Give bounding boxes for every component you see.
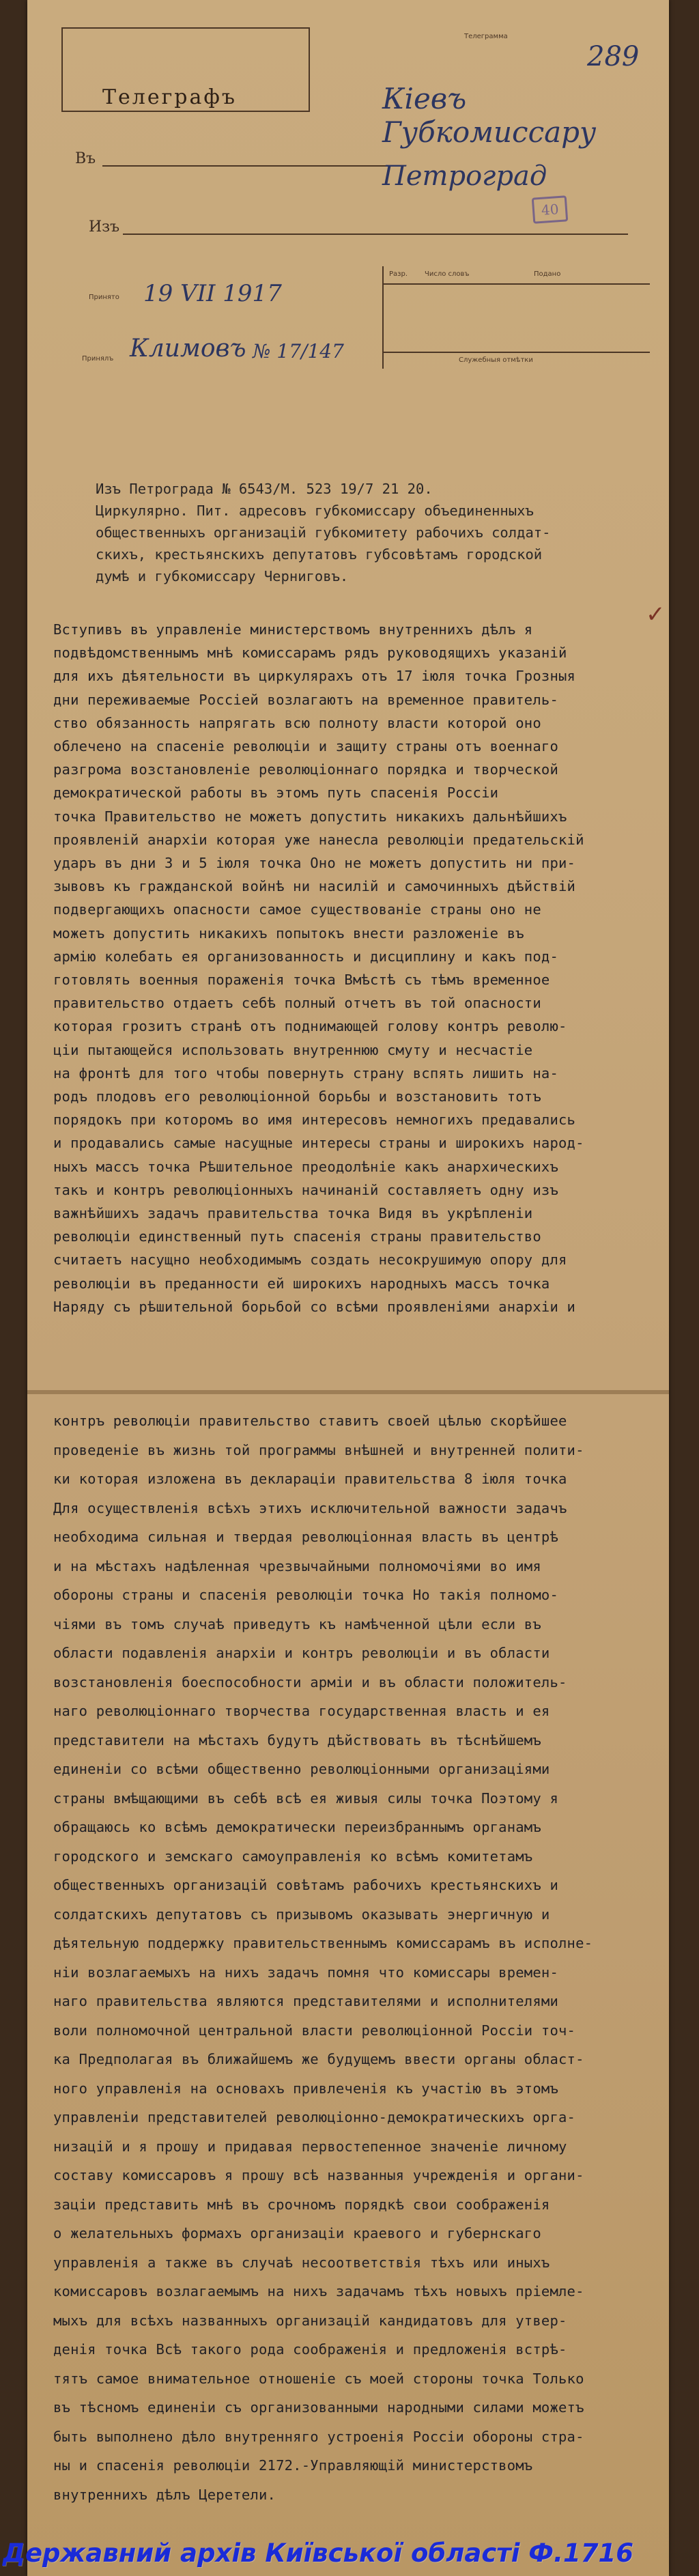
body-line: точка Правительство не можетъ допустить никакихъ дальнѣйшихъ: [53, 808, 567, 825]
body-line: обращаюсь ко всѣмъ демократически переизбраннымъ органамъ: [53, 1819, 541, 1835]
official-notes-label: Служебныя отмѣтки: [459, 356, 533, 364]
body-line: денiя точка Всѣ такого рода соображенiя и предложенiя встрѣ-: [53, 2341, 567, 2358]
body-line: революцiи единственный путь спасенiя страны правительство: [53, 1228, 541, 1245]
telegraph-title: Телеграфъ: [102, 85, 237, 109]
body-line: необходима сильная и твердая революцiонная власть въ центрѣ: [53, 1529, 558, 1545]
body-line: можетъ допустить никакихъ попытокъ внести разложенiе въ: [53, 924, 524, 942]
to-label: Въ: [75, 150, 96, 167]
body-line: общественныхъ организацiй совѣтамъ рабочихъ крестьянскихъ и: [53, 1877, 558, 1893]
telegram-body-part-1: [53, 618, 640, 1318]
body-line: наго революцiоннаго творчества государственная власть и ея: [53, 1703, 550, 1719]
body-line: области подавленiя анархiи и контръ революцiи и въ области: [53, 1645, 550, 1661]
body-line: зацiи представить мнѣ въ срочномъ порядкѣ свои соображенiя: [53, 2196, 550, 2213]
body-line: возстановленiя боеспособности армiи и въ области положитель-: [53, 1673, 567, 1690]
to-line: [102, 165, 389, 167]
body-line: мыхъ для всѣхъ названныхъ организацiй кандидатовъ для утвер-: [53, 2312, 567, 2329]
body-line: ныхъ массъ точка Рѣшительное преодолѣнiе какъ анархическихъ: [53, 1158, 558, 1175]
grid-line: [384, 283, 650, 285]
body-line: облечено на спасенiе революцiи и защиту страны отъ военнаго: [53, 738, 558, 755]
body-line: управленiи представителей революцiонно-демократическихъ орга-: [53, 2109, 576, 2125]
delivered-signature: Климовъ: [130, 335, 246, 363]
body-line: зывовъ къ гражданской войнѣ ни насилiй и самочинныхъ дѣйствiй: [53, 878, 576, 895]
archive-caption: Державний архів Київської області Ф.1716: [3, 2538, 634, 2568]
to-handwriting: Кiевъ Губкомиссару: [382, 82, 597, 149]
body-line: страны вмѣщающими въ себѣ всѣ ея живыя силы точка Поэтому я: [53, 1789, 558, 1807]
body-line: ки которая изложена въ декларацiи правительства 8 iюля точка: [53, 1471, 567, 1487]
body-line: въ тѣсномъ единенiи съ организованными народными силами можетъ: [53, 2399, 584, 2416]
body-line: готовлять военныя пораженiя точка Вмѣстѣ съ тѣмъ временное: [53, 972, 550, 989]
body-line: внутреннихъ дѣлъ Церетели.: [53, 2486, 276, 2503]
body-line: Для осуществленiя всѣхъ этихъ исключительной важности задачъ: [53, 1499, 567, 1516]
received-label: Принято: [89, 294, 119, 301]
body-line: солдатскихъ депутатовъ съ призывомъ оказывать энергичную и: [53, 1906, 550, 1923]
received-date: 19 VII 1917: [143, 280, 282, 307]
sheet-seam: [27, 1390, 669, 1394]
body-line: ударъ въ дни 3 и 5 iюля точка Оно не можетъ допустить ни при-: [53, 855, 576, 872]
stamp-number: 40: [541, 201, 560, 218]
heading-line: думѣ и губкомиссару Черниговъ.: [96, 568, 349, 584]
body-line: подвѣдомственнымъ мнѣ комиссарамъ рядъ руководящихъ указанiй: [53, 645, 567, 662]
body-line: тятъ самое внимательное отношенiе съ моей стороны точка Только: [53, 2370, 584, 2387]
body-line: ны и спасенiя революцiи 2172.-Управляющiй министерствомъ: [53, 2457, 533, 2474]
grid-line: [384, 352, 650, 353]
body-line: дни переживаемые Россiей возлагаютъ на временное правитель-: [53, 691, 558, 708]
body-line: представители на мѣстахъ будутъ дѣйствовать въ тѣснѣйшемъ: [53, 1731, 541, 1749]
grid-head-words: Число словъ: [425, 270, 470, 278]
body-line: обороны страны и спасенiя революцiи точка Но такiя полномо-: [53, 1587, 558, 1603]
body-line: наго правительства являются представителями и исполнителями: [53, 1993, 558, 2009]
body-line: разгрома возстановленiе революцiоннаго порядка и творческой: [53, 761, 558, 778]
body-line: низацiй и я прошу и придавая первостепенное значенiе личному: [53, 2138, 567, 2155]
body-line: такъ и контръ революцiонныхъ начинанiй составляетъ одну изъ: [53, 1181, 558, 1198]
body-line: и продавались самые насущные интересы страны и широкихъ народ-: [53, 1135, 584, 1152]
body-line: быть выполнено дѣло внутренняго устроенiя Россiи обороны стра-: [53, 2428, 584, 2445]
body-line: которая грозитъ странѣ отъ поднимающей голову контръ револю-: [53, 1018, 567, 1035]
body-line: подвергающихъ опасности самое существованiе страны оно не: [53, 901, 541, 918]
delivered-label: Принялъ: [82, 355, 114, 363]
body-line: демократической работы въ этомъ путь спасенiя Россiи: [53, 784, 499, 802]
from-handwriting: Петроград: [382, 160, 547, 192]
body-line: и на мѣстахъ надѣленная чрезвычайными полномочiями во имя: [53, 1557, 541, 1574]
body-line: правительство отдаетъ себѣ полный отчетъ въ той опасности: [53, 995, 541, 1012]
body-line: революцiи въ преданности ей широкихъ народныхъ массъ точка: [53, 1275, 550, 1292]
body-line: дѣятельную поддержку правительственнымъ комиссарамъ въ исполне-: [53, 1935, 593, 1951]
telegram-number: 289: [587, 41, 640, 72]
body-line: единенiи со всѣми общественно революцiонными организацiями: [53, 1761, 550, 1777]
body-line: воли полномочной центральной власти революцiонной Россiи точ-: [53, 2022, 576, 2039]
body-line: о желательныхъ формахъ организацiи краевого и губернскаго: [53, 2225, 541, 2241]
body-line: для ихъ дѣятельности въ циркулярахъ отъ 17 iюля точка Грозныя: [53, 668, 576, 685]
service-grid: [382, 266, 650, 369]
registration-stamp: [532, 195, 569, 223]
body-line: Вступивъ въ управленiе министерствомъ внутреннихъ дѣлъ я: [53, 621, 533, 638]
grid-head-filed: Подано: [534, 270, 561, 278]
body-line: управленiя а также въ случаѣ несоответствiя тѣхъ или иныхъ: [53, 2254, 550, 2271]
heading-line: Изъ Петрограда № 6543/М. 523 19/7 21 20.: [96, 481, 433, 497]
heading-line: общественныхъ организацiй губкомитету рабочихъ солдат-: [96, 524, 551, 541]
margin-mark: ✓: [646, 601, 666, 628]
body-line: цiи пытающейся использовать внутреннюю смуту и несчастiе: [53, 1041, 533, 1058]
telegram-heading: [96, 478, 628, 587]
body-line: городского и земскаго самоуправленiя ко всѣмъ комитетамъ: [53, 1848, 533, 1865]
body-line: важнѣйшихъ задачъ правительства точка Видя въ укрѣпленiи: [53, 1205, 533, 1222]
heading-line: скихъ, крестьянскихъ депутатовъ губсовѣтамъ городской: [96, 546, 543, 563]
body-line: контръ революцiи правительство ставитъ своей цѣлью скорѣйшее: [53, 1413, 567, 1429]
heading-line: Циркулярно. Пит. адресовъ губкомиссару объединенныхъ: [96, 503, 534, 519]
body-line: проявленiй анархiи которая уже нанесла революцiи предательскiй: [53, 831, 584, 848]
body-line: ного управленiя на основахъ привлеченiя къ участiю въ этомъ: [53, 2080, 558, 2097]
body-line: составу комиссаровъ я прошу всѣ названныя учрежденiя и органи-: [53, 2167, 584, 2183]
body-line: ка Предполагая въ ближайшемъ же будущемъ ввести органы област-: [53, 2051, 584, 2067]
from-label: Изъ: [89, 218, 120, 236]
telegraph-form-header: [27, 14, 642, 451]
body-line: нiи возлагаемыхъ на нихъ задачъ помня что комиссары времен-: [53, 1964, 558, 1981]
grid-head-rank: Разр.: [389, 270, 408, 278]
body-line: родъ плодовъ его революцiонной борьбы и возстановить тотъ: [53, 1088, 541, 1105]
body-line: на фронтѣ для того чтобы повернуть страну вспять лишить на-: [53, 1064, 558, 1081]
telegram-corner-label: Телеграмма: [464, 33, 508, 40]
body-line: ство обязанность напрягать всю полноту власти которой оно: [53, 714, 541, 731]
from-line: [123, 233, 628, 235]
body-line: Наряду съ рѣшительной борьбой со всѣми проявленiями анархiи и: [53, 1298, 576, 1315]
body-line: проведенiе въ жизнь той программы внѣшней и внутренней полити-: [53, 1441, 584, 1458]
body-line: чiями въ томъ случаѣ приведутъ къ намѣченной цѣли если въ: [53, 1615, 541, 1632]
body-line: армiю колебать ея организованность и дисциплину и какъ под-: [53, 948, 558, 965]
body-line: считаетъ насущно необходимымъ создать несокрушимую опору для: [53, 1251, 567, 1269]
telegram-body-part-2: [53, 1406, 640, 2509]
delivered-number: № 17/147: [253, 340, 344, 363]
body-line: комиссаровъ возлагаемымъ на нихъ задачамъ тѣхъ новыхъ прiемле-: [53, 2283, 584, 2299]
body-line: порядокъ при которомъ во имя интересовъ немногихъ предавались: [53, 1112, 576, 1129]
